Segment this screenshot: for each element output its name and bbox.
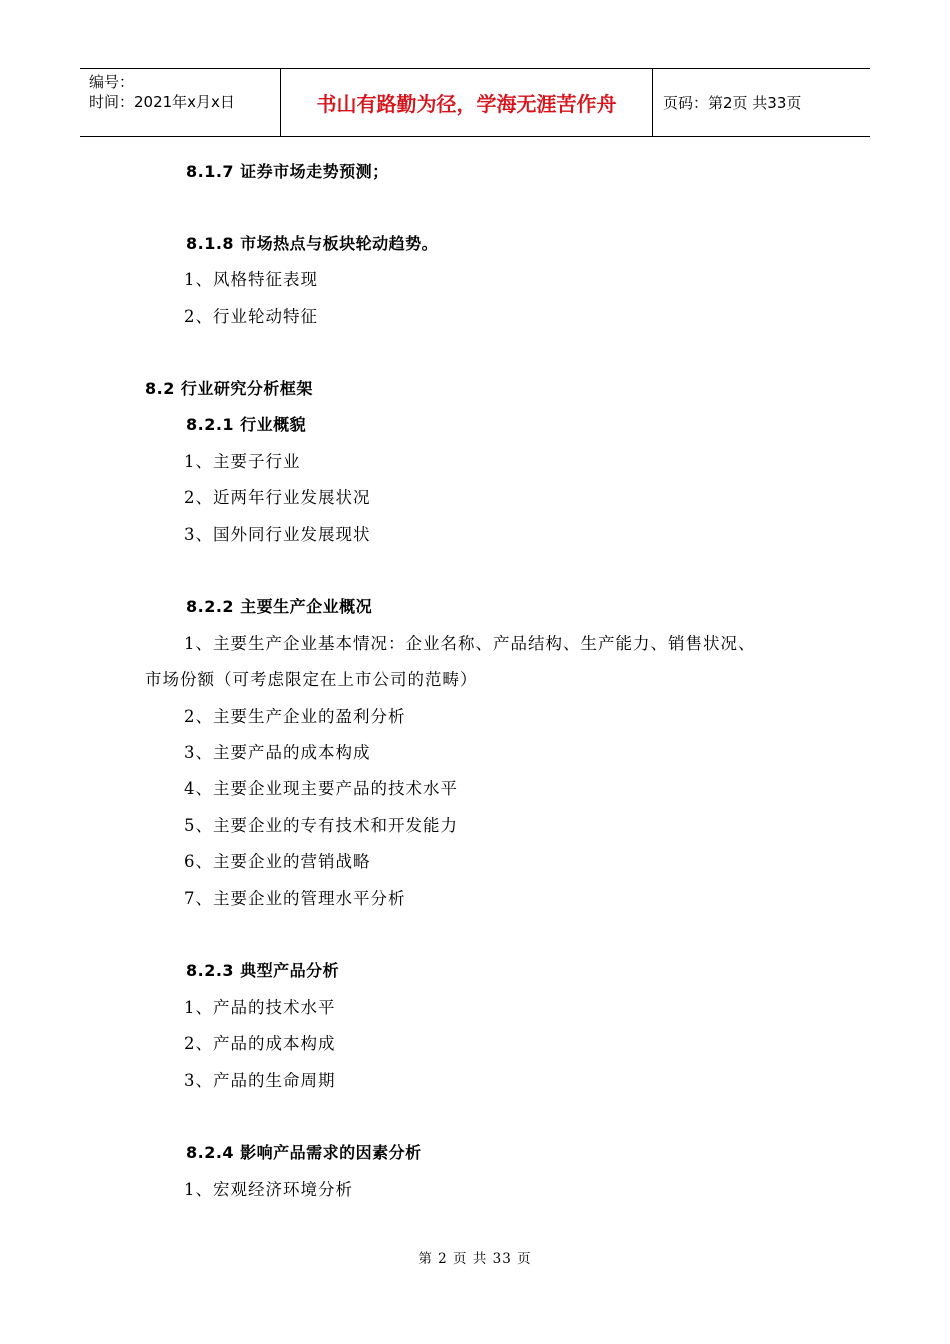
list-item: 2、行业轮动特征 — [184, 307, 318, 326]
list-item: 3、产品的生命周期 — [184, 1071, 336, 1090]
list-item: 1、主要生产企业基本情况：企业名称、产品结构、生产能力、销售状况、 — [184, 634, 756, 653]
motto-text: 书山有路勤为径，学海无涯苦作舟 — [316, 92, 617, 116]
header-motto — [281, 69, 653, 136]
list-item-continuation: 市场份额（可考虑限定在上市公司的范畴） — [145, 670, 478, 689]
heading-8-2-2: 8.2.2 主要生产企业概况 — [186, 597, 373, 616]
list-item: 1、风格特征表现 — [184, 270, 318, 289]
list-item: 3、主要产品的成本构成 — [184, 743, 371, 762]
page-footer — [0, 1247, 950, 1267]
list-item: 1、宏观经济环境分析 — [184, 1180, 353, 1199]
list-item: 2、近两年行业发展状况 — [184, 488, 371, 507]
list-item: 5、主要企业的专有技术和开发能力 — [184, 816, 458, 835]
heading-8-2: 8.2 行业研究分析框架 — [145, 379, 313, 398]
list-item: 7、主要企业的管理水平分析 — [184, 889, 406, 908]
heading-8-2-3: 8.2.3 典型产品分析 — [186, 961, 340, 980]
page-header — [80, 68, 870, 137]
number-label: 编号： — [89, 73, 135, 91]
list-item: 6、主要企业的营销战略 — [184, 852, 371, 871]
header-meta — [80, 69, 281, 136]
header-page-info — [653, 69, 870, 136]
list-item: 3、国外同行业发展现状 — [184, 525, 371, 544]
list-item: 1、产品的技术水平 — [184, 998, 336, 1017]
time-label: 时间：2021年x月x日 — [89, 93, 235, 111]
heading-8-1-7: 8.1.7 证券市场走势预测； — [186, 162, 389, 181]
heading-8-2-4: 8.2.4 影响产品需求的因素分析 — [186, 1143, 422, 1162]
list-item: 2、产品的成本构成 — [184, 1034, 336, 1053]
page-info-text: 页码：第2页 共33页 — [663, 94, 802, 112]
list-item: 4、主要企业现主要产品的技术水平 — [184, 779, 458, 798]
list-item: 1、主要子行业 — [184, 452, 301, 471]
heading-8-2-1: 8.2.1 行业概貌 — [186, 415, 307, 434]
list-item: 2、主要生产企业的盈利分析 — [184, 707, 406, 726]
footer-page-number: 第 2 页 共 33 页 — [418, 1251, 532, 1267]
heading-8-1-8: 8.1.8 市场热点与板块轮动趋势。 — [186, 234, 439, 253]
